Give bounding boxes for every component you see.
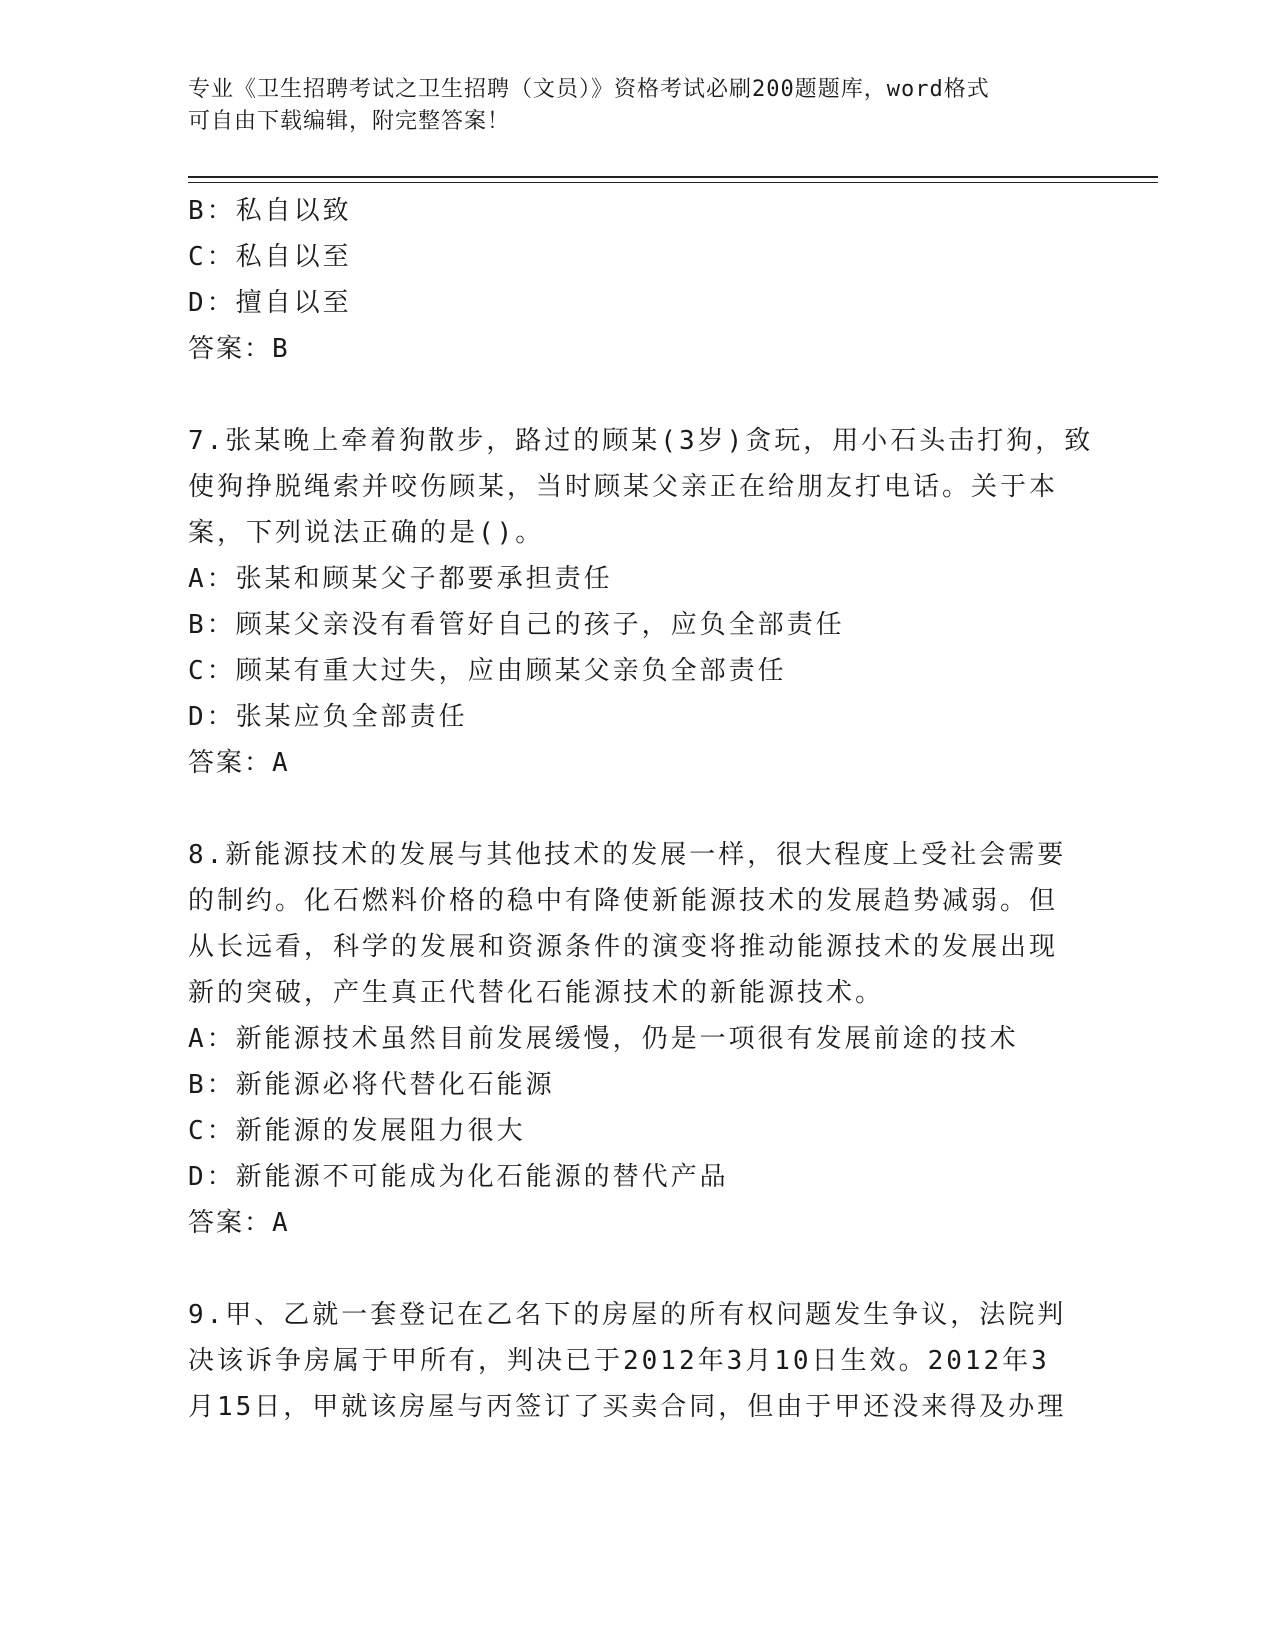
- question-6-tail: [188, 188, 1088, 372]
- spacer: [188, 372, 1088, 418]
- question-stem-line: 月15日，甲就该房屋与丙签订了买卖合同，但由于甲还没来得及办理: [188, 1392, 1067, 1422]
- question-stem-line: 从长远看，科学的发展和资源条件的演变将推动能源技术的发展出现: [188, 932, 1059, 962]
- option-b: B：私自以致: [188, 196, 352, 226]
- question-stem-line: 使狗挣脱绳索并咬伤顾某，当时顾某父亲正在给朋友打电话。关于本: [188, 472, 1059, 502]
- option-d: D：新能源不可能成为化石能源的替代产品: [188, 1162, 729, 1192]
- option-b: B：顾某父亲没有看管好自己的孩子，应负全部责任: [188, 610, 845, 640]
- question-stem-line: 的制约。化石燃料价格的稳中有降使新能源技术的发展趋势减弱。但: [188, 886, 1059, 916]
- option-a: A：新能源技术虽然目前发展缓慢，仍是一项很有发展前途的技术: [188, 1024, 1019, 1054]
- question-stem-line: 7.张某晚上牵着狗散步，路过的顾某(3岁)贪玩，用小石头击打狗，致: [188, 426, 1094, 456]
- spacer: [188, 1246, 1088, 1292]
- header-divider-thin: [188, 182, 1158, 183]
- question-stem-line: 8.新能源技术的发展与其他技术的发展一样，很大程度上受社会需要: [188, 840, 1067, 870]
- question-list: [188, 188, 1094, 1430]
- question-9: [188, 1292, 1088, 1430]
- option-d: D：张某应负全部责任: [188, 702, 468, 732]
- option-c: C：私自以至: [188, 242, 352, 272]
- answer: 答案：A: [188, 1208, 290, 1238]
- header-line-2: 可自由下载编辑，附完整答案！: [188, 109, 511, 134]
- option-c: C：新能源的发展阻力很大: [188, 1116, 526, 1146]
- header-line-1: 专业《卫生招聘考试之卫生招聘（文员）》资格考试必刷200题题库，word格式: [188, 77, 990, 102]
- question-stem-line: 案，下列说法正确的是()。: [188, 518, 545, 548]
- option-c: C：顾某有重大过失，应由顾某父亲负全部责任: [188, 656, 787, 686]
- option-d: D：擅自以至: [188, 288, 352, 318]
- spacer: [188, 786, 1088, 832]
- answer: 答案：B: [188, 334, 290, 364]
- option-a: A：张某和顾某父子都要承担责任: [188, 564, 613, 594]
- question-stem-line: 决该诉争房属于甲所有，判决已于2012年3月10日生效。2012年3: [188, 1346, 1050, 1376]
- question-stem-line: 9.甲、乙就一套登记在乙名下的房屋的所有权问题发生争议，法院判: [188, 1300, 1067, 1330]
- document-header: [188, 74, 1068, 138]
- question-8: [188, 832, 1088, 1246]
- answer: 答案：A: [188, 748, 290, 778]
- question-7: [188, 418, 1094, 786]
- option-b: B：新能源必将代替化石能源: [188, 1070, 555, 1100]
- header-divider-thick: [188, 176, 1158, 178]
- question-stem-line: 新的突破，产生真正代替化石能源技术的新能源技术。: [188, 978, 885, 1008]
